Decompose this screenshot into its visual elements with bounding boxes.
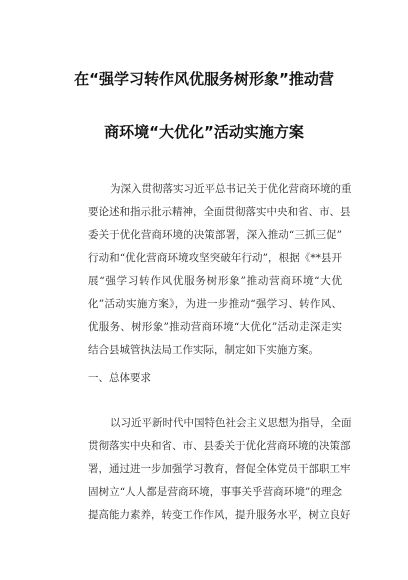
paragraph-line: 展“强学习转作风优服务树形象”推动营商环境“大优: [88, 275, 342, 287]
paragraph-line: 要论述和指示批示精神，全面贯彻落实中央和省、市、县: [88, 206, 351, 218]
paragraph-line: 提高能力素养，转变工作作风，提升服务水平，树立良好: [88, 509, 351, 521]
paragraph-line: 为深入贯彻落实习近平总书记关于优化营商环境的重: [110, 183, 352, 195]
paragraph-line: 行动和“优化营商环境攻坚突破年行动”，根据《**县开: [88, 252, 342, 264]
paragraph-line: 结合县城管执法局工作实际，制定如下实施方案。: [88, 344, 319, 356]
paragraph-line: 以习近平新时代中国特色社会主义思想为指导，全面: [110, 417, 352, 429]
paragraph-line: 署，通过进一步加强学习教育，督促全体党员干部职工牢: [88, 463, 351, 475]
paragraph-line: 固树立“人人都是营商环境，事事关乎营商环境”的理念: [88, 486, 342, 498]
document-title-line-1: 在“强学习转作风优服务树形象”推动营: [74, 70, 334, 88]
section1-paragraph: [88, 412, 352, 527]
document-title-line-2: 商环境“大优化”活动实施方案: [104, 123, 304, 141]
paragraph-line: 贯彻落实中央和省、市、县委关于优化营商环境的决策部: [88, 440, 351, 452]
paragraph-line: 优服务、树形象”推动营商环境“大优化”活动走深走实: [88, 321, 342, 333]
paragraph-line: 化”活动实施方案》，为进一步推动“强学习、转作风、: [88, 298, 342, 310]
section-heading-general-requirements: 一、总体要求: [88, 372, 151, 384]
intro-paragraph: [88, 178, 352, 362]
paragraph-line: 委关于优化营商环境的决策部署，深入推动“三抓三促”: [88, 229, 342, 241]
